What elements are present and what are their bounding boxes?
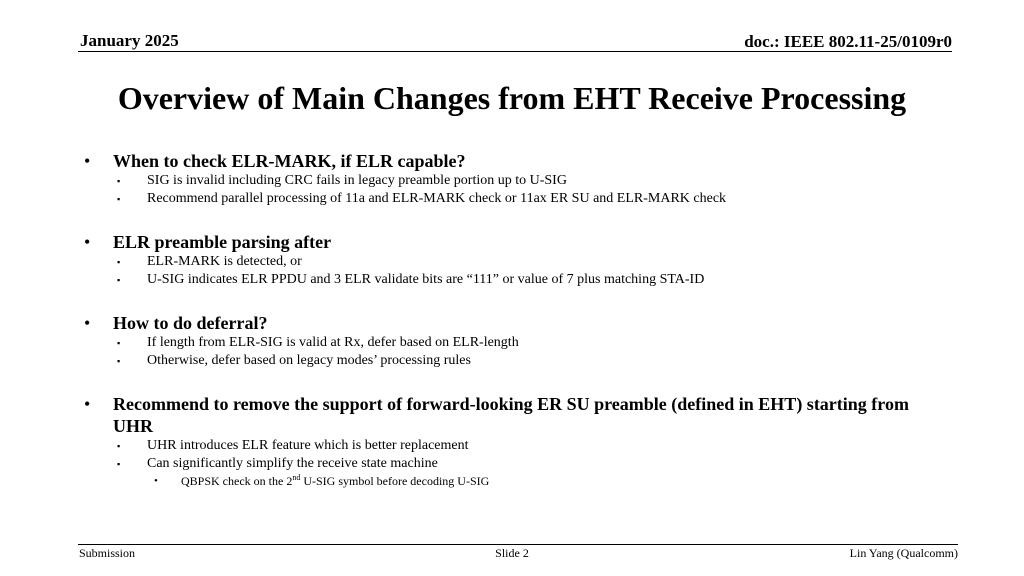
header-rule — [78, 51, 952, 52]
bullet-heading-text: ELR preamble parsing after — [113, 232, 332, 252]
sub-bullet — [84, 437, 944, 455]
sub-bullet — [84, 271, 944, 289]
sub-bullet-text: ELR-MARK is detected, or — [147, 254, 302, 269]
slide-content — [84, 150, 944, 513]
bullet-dot-icon: • — [84, 313, 91, 333]
square-bullet-icon: ▪ — [117, 275, 121, 285]
header-doc-id: doc.: IEEE 802.11-25/0109r0 — [744, 32, 952, 51]
bullet-section-elr-mark-check — [84, 150, 944, 208]
sub-bullet — [84, 334, 944, 352]
footer-rule — [78, 544, 958, 545]
square-bullet-icon: ▪ — [117, 459, 121, 469]
bullet-section-elr-parsing — [84, 231, 944, 289]
square-bullet-icon: ▪ — [117, 338, 121, 348]
bullet-dot-icon: • — [154, 475, 158, 487]
footer-author: Lin Yang (Qualcomm) — [849, 546, 958, 560]
square-bullet-icon: ▪ — [117, 356, 121, 366]
sub-bullet-text: U-SIG indicates ELR PPDU and 3 ELR validate bits are “111” or value of 7 plus matching STA-ID — [147, 272, 705, 287]
bullet-dot-icon: • — [84, 232, 91, 252]
sub-bullet-text: Otherwise, defer based on legacy modes’ processing rules — [147, 353, 471, 368]
square-bullet-icon: ▪ — [117, 176, 121, 186]
sub-bullet — [84, 172, 944, 190]
square-bullet-icon: ▪ — [117, 257, 121, 267]
bullet-dot-icon: • — [84, 151, 91, 171]
ordinal-superscript: nd — [292, 473, 301, 482]
footer-slide-number: Slide 2 — [495, 546, 529, 560]
sub-bullet-text: SIG is invalid including CRC fails in legacy preamble portion up to U-SIG — [147, 173, 567, 188]
bullet-heading — [84, 393, 944, 437]
bullet-heading — [84, 312, 944, 334]
bullet-section-deferral — [84, 312, 944, 370]
sub-sub-bullet-text-start: QBPSK check on the 2 — [181, 474, 293, 488]
footer-submission: Submission — [79, 546, 136, 560]
sub-bullet-text: If length from ELR-SIG is valid at Rx, defer based on ELR-length — [147, 335, 519, 350]
sub-bullet — [84, 455, 944, 473]
sub-bullet-text: Recommend parallel processing of 11a and ELR-MARK check or 11ax ER SU and ELR-MARK check — [147, 191, 727, 206]
bullet-dot-icon: • — [84, 394, 91, 414]
bullet-section-remove-er-su — [84, 393, 944, 490]
slide-title: Overview of Main Changes from EHT Receive Processing — [117, 80, 907, 116]
bullet-heading-text: When to check ELR-MARK, if ELR capable? — [113, 151, 466, 171]
sub-bullet — [84, 352, 944, 370]
bullet-heading — [84, 150, 944, 172]
sub-bullet-text: UHR introduces ELR feature which is better replacement — [147, 438, 469, 453]
sub-bullet — [84, 190, 944, 208]
bullet-heading-text: Recommend to remove the support of forward-looking ER SU preamble (defined in EHT) starting from UHR — [113, 394, 909, 436]
sub-sub-bullet-text-end: U-SIG symbol before decoding U-SIG — [300, 474, 490, 488]
sub-sub-bullet — [84, 473, 944, 490]
bullet-heading-text: How to do deferral? — [113, 313, 268, 333]
square-bullet-icon: ▪ — [117, 441, 121, 451]
sub-sub-bullet-text — [181, 474, 489, 488]
sub-bullet-text: Can significantly simplify the receive state machine — [147, 456, 438, 471]
sub-bullet — [84, 253, 944, 271]
square-bullet-icon: ▪ — [117, 194, 121, 204]
bullet-heading — [84, 231, 944, 253]
header-date: January 2025 — [80, 31, 179, 50]
